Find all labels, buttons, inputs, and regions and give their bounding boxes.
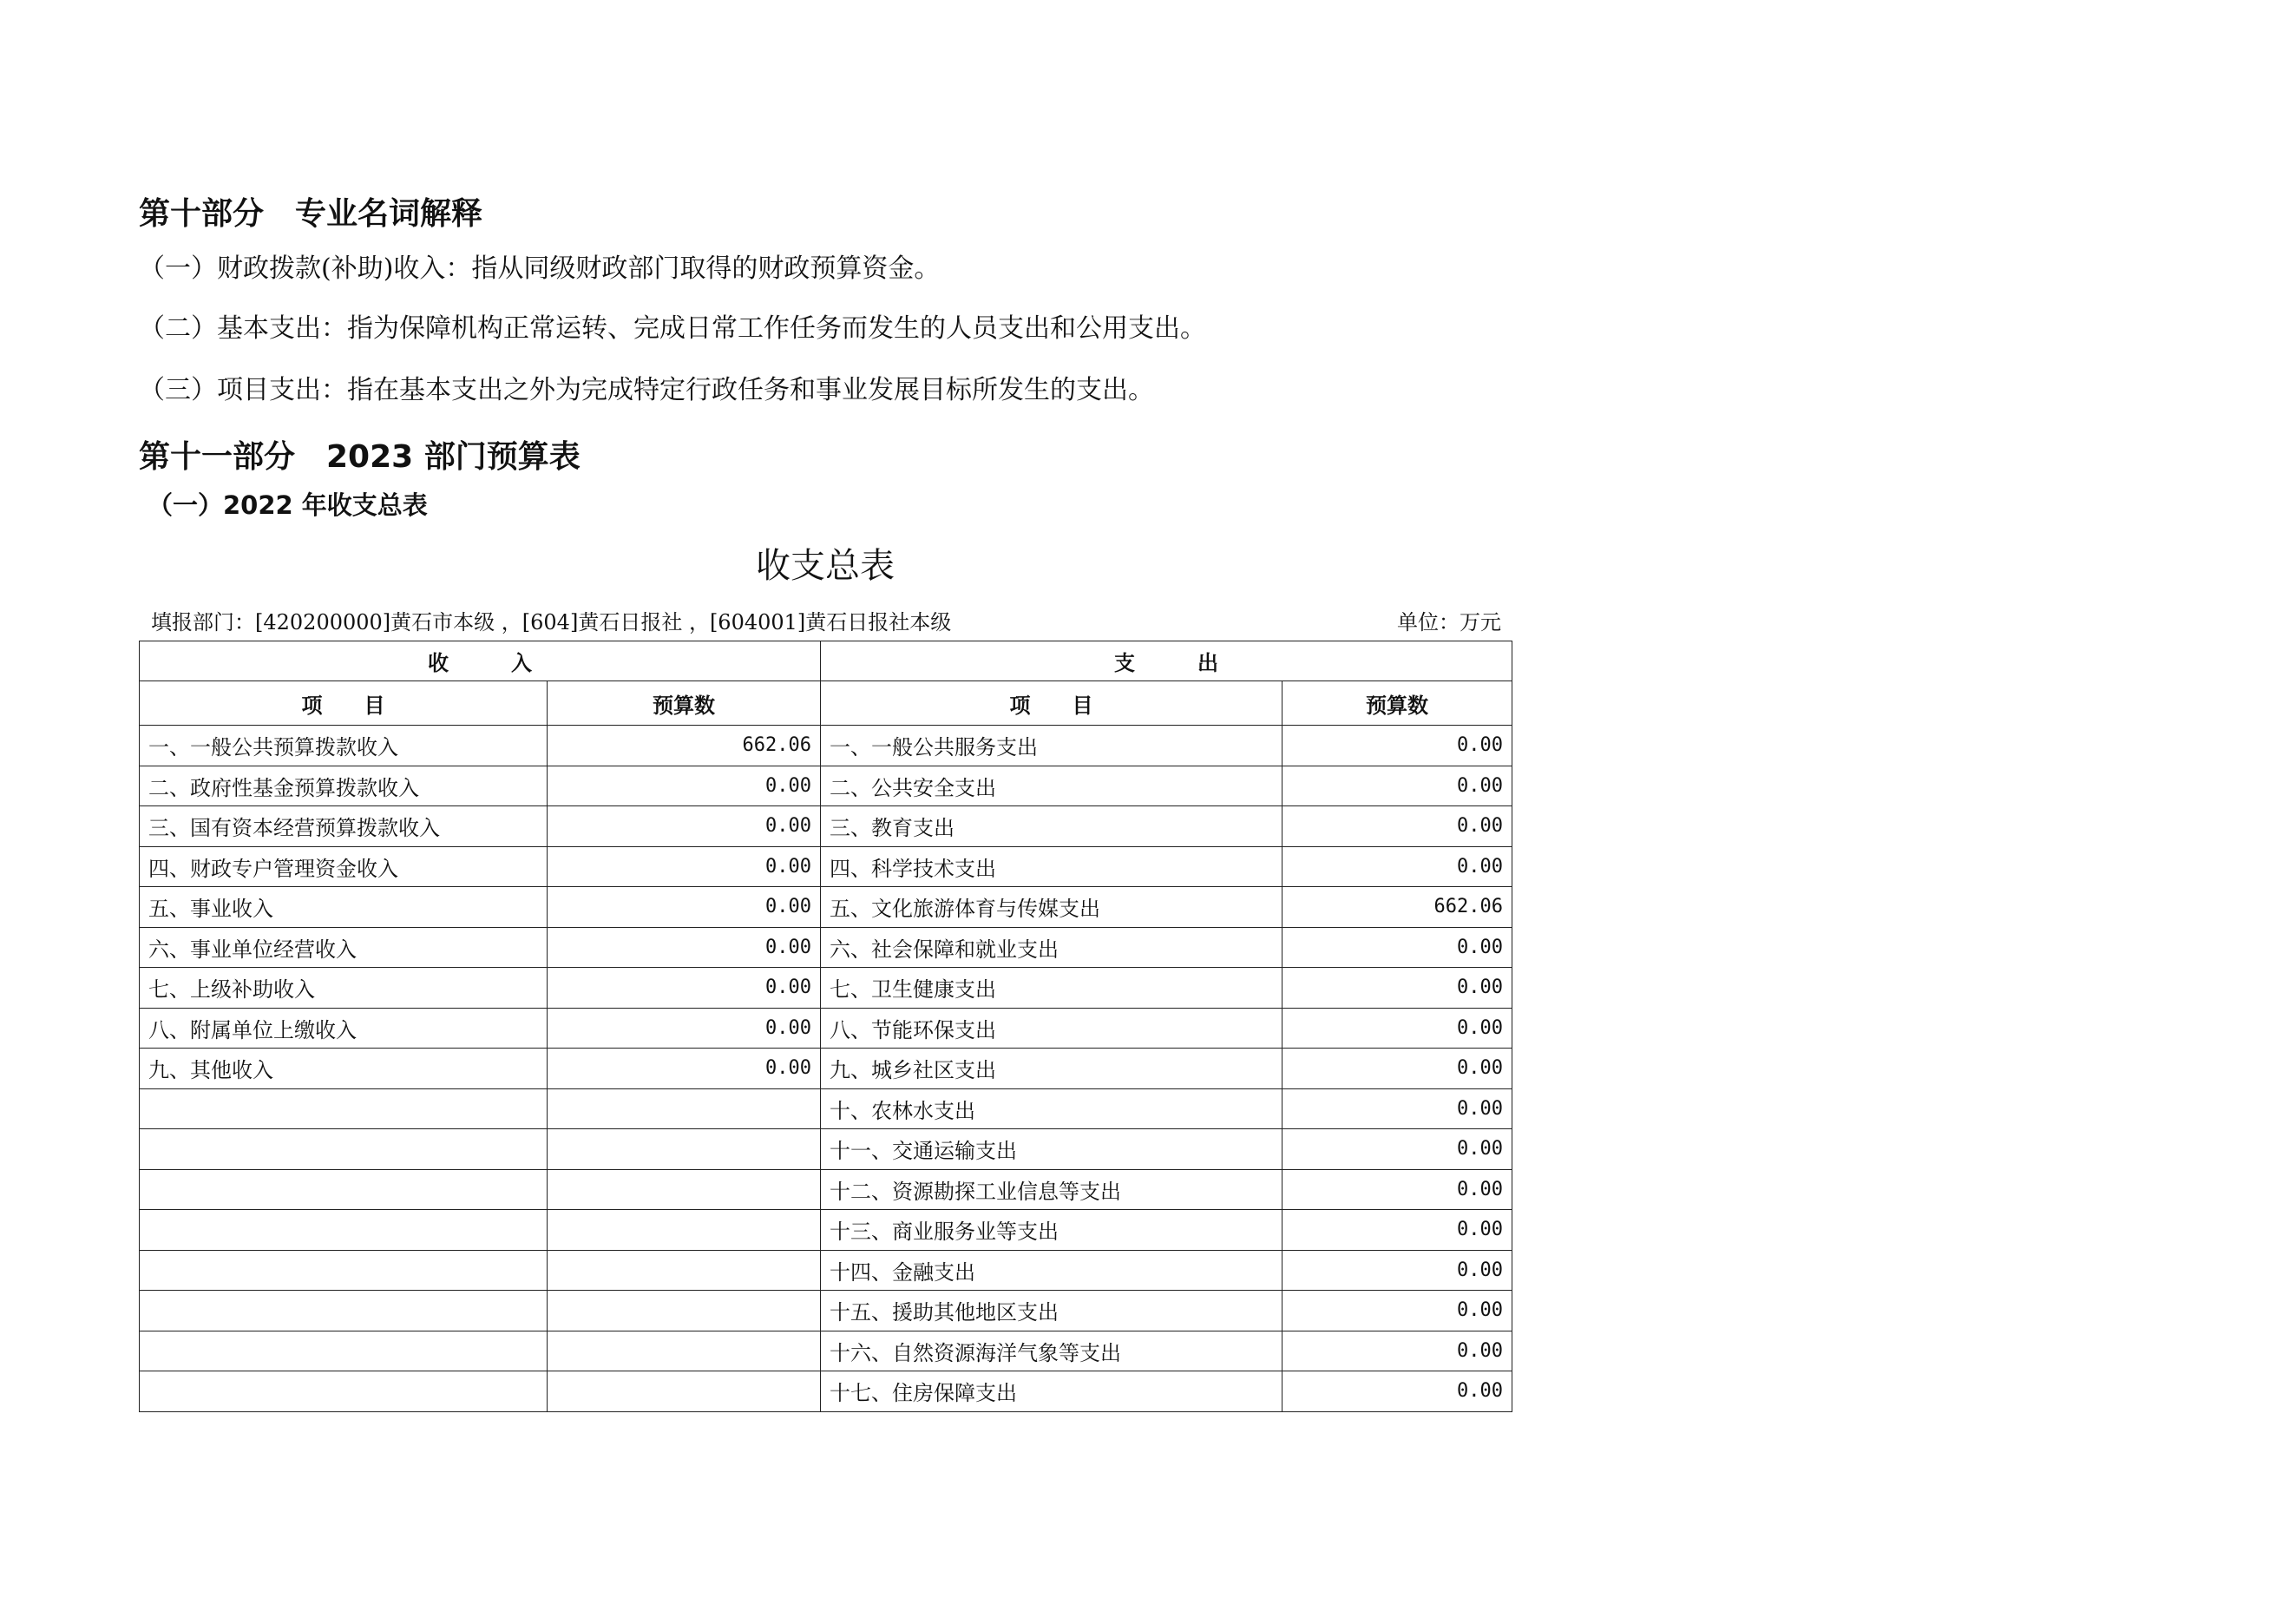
expense-item-cell: 九、城乡社区支出 — [821, 1049, 1282, 1089]
income-item-cell: 四、财政专户管理资金收入 — [140, 846, 548, 887]
expense-amount-col-header: 预算数 — [1282, 681, 1512, 726]
income-header: 收 入 — [140, 641, 821, 681]
table-row — [140, 968, 1512, 1009]
income-amount-cell: 662.06 — [548, 726, 821, 766]
expense-amount-cell: 662.06 — [1282, 887, 1512, 928]
expense-amount-cell: 0.00 — [1282, 766, 1512, 806]
table-row — [140, 1331, 1512, 1371]
expense-amount-cell: 0.00 — [1282, 1008, 1512, 1049]
expense-item-col-header: 项 目 — [821, 681, 1282, 726]
expense-item-cell: 十二、资源勘探工业信息等支出 — [821, 1169, 1282, 1210]
table-row — [140, 887, 1512, 928]
income-amount-cell — [548, 1371, 821, 1412]
section-11-title: 第十一部分 2023 部门预算表 — [139, 439, 581, 475]
expense-amount-cell: 0.00 — [1282, 726, 1512, 766]
table-row — [140, 766, 1512, 806]
table-row — [140, 927, 1512, 968]
income-amount-cell — [548, 1129, 821, 1170]
expense-item-cell: 十七、住房保障支出 — [821, 1371, 1282, 1412]
section-10-title: 第十部分 专业名词解释 — [139, 196, 483, 232]
expense-item-cell: 一、一般公共服务支出 — [821, 726, 1282, 766]
expense-item-cell: 三、教育支出 — [821, 806, 1282, 847]
expense-item-cell: 四、科学技术支出 — [821, 846, 1282, 887]
expense-item-cell: 七、卫生健康支出 — [821, 968, 1282, 1009]
income-amount-cell — [548, 1169, 821, 1210]
table-row — [140, 1169, 1512, 1210]
expense-amount-cell: 0.00 — [1282, 1331, 1512, 1371]
expense-amount-cell: 0.00 — [1282, 1129, 1512, 1170]
income-amount-cell: 0.00 — [548, 766, 821, 806]
table-row — [140, 1210, 1512, 1251]
income-amount-col-header: 预算数 — [548, 681, 821, 726]
income-item-cell — [140, 1129, 548, 1170]
table-title: 收支总表 — [756, 546, 895, 586]
income-item-cell: 一、一般公共预算拨款收入 — [140, 726, 548, 766]
table-row — [140, 1049, 1512, 1089]
income-amount-cell: 0.00 — [548, 927, 821, 968]
expense-item-cell: 二、公共安全支出 — [821, 766, 1282, 806]
income-item-cell — [140, 1088, 548, 1129]
income-item-cell: 九、其他收入 — [140, 1049, 548, 1089]
income-item-cell: 六、事业单位经营收入 — [140, 927, 548, 968]
income-item-cell: 七、上级补助收入 — [140, 968, 548, 1009]
table-body — [140, 726, 1512, 1412]
table-row — [140, 1291, 1512, 1331]
term-item-1: （一）财政拨款(补助)收入：指从同级财政部门取得的财政预算资金。 — [139, 253, 941, 284]
income-amount-cell — [548, 1088, 821, 1129]
expense-amount-cell: 0.00 — [1282, 846, 1512, 887]
income-amount-cell: 0.00 — [548, 887, 821, 928]
income-amount-cell: 0.00 — [548, 846, 821, 887]
section-11-subtitle: （一）2022 年收支总表 — [148, 490, 428, 520]
expense-item-cell: 十四、金融支出 — [821, 1250, 1282, 1291]
income-item-cell — [140, 1250, 548, 1291]
income-item-cell: 二、政府性基金预算拨款收入 — [140, 766, 548, 806]
income-item-cell — [140, 1210, 548, 1251]
expense-item-cell: 十三、商业服务业等支出 — [821, 1210, 1282, 1251]
expense-amount-cell: 0.00 — [1282, 1371, 1512, 1412]
table-row — [140, 1088, 1512, 1129]
expense-amount-cell: 0.00 — [1282, 968, 1512, 1009]
expense-item-cell: 十一、交通运输支出 — [821, 1129, 1282, 1170]
expense-amount-cell: 0.00 — [1282, 1291, 1512, 1331]
expense-amount-cell: 0.00 — [1282, 1210, 1512, 1251]
term-item-2: （二）基本支出：指为保障机构正常运转、完成日常工作任务而发生的人员支出和公用支出。 — [139, 313, 1206, 344]
income-item-cell — [140, 1371, 548, 1412]
income-item-cell: 五、事业收入 — [140, 887, 548, 928]
income-amount-cell: 0.00 — [548, 1049, 821, 1089]
table-row — [140, 1129, 1512, 1170]
expense-item-cell: 十六、自然资源海洋气象等支出 — [821, 1331, 1282, 1371]
table-row — [140, 1250, 1512, 1291]
budget-summary-table — [139, 641, 1512, 1412]
table-row — [140, 806, 1512, 847]
expense-amount-cell: 0.00 — [1282, 1250, 1512, 1291]
expense-item-cell: 八、节能环保支出 — [821, 1008, 1282, 1049]
term-item-3: （三）项目支出：指在基本支出之外为完成特定行政任务和事业发展目标所发生的支出。 — [139, 375, 1154, 405]
table-row — [140, 1008, 1512, 1049]
income-amount-cell — [548, 1331, 821, 1371]
expense-item-cell: 十、农林水支出 — [821, 1088, 1282, 1129]
fill-department: 填报部门：[420200000]黄石市本级 ，[604]黄石日报社 ，[604001]黄石日报社本级 — [151, 610, 952, 634]
income-item-cell — [140, 1331, 548, 1371]
expense-amount-cell: 0.00 — [1282, 1088, 1512, 1129]
table-row — [140, 1371, 1512, 1412]
table-row — [140, 846, 1512, 887]
expense-item-cell: 六、社会保障和就业支出 — [821, 927, 1282, 968]
income-amount-cell — [548, 1210, 821, 1251]
income-item-cell — [140, 1291, 548, 1331]
expense-amount-cell: 0.00 — [1282, 1049, 1512, 1089]
expense-amount-cell: 0.00 — [1282, 927, 1512, 968]
table-row — [140, 726, 1512, 766]
expense-item-cell: 五、文化旅游体育与传媒支出 — [821, 887, 1282, 928]
expense-header: 支 出 — [821, 641, 1512, 681]
expense-amount-cell: 0.00 — [1282, 806, 1512, 847]
income-item-cell — [140, 1169, 548, 1210]
income-amount-cell — [548, 1291, 821, 1331]
income-amount-cell: 0.00 — [548, 968, 821, 1009]
income-item-cell: 三、国有资本经营预算拨款收入 — [140, 806, 548, 847]
income-amount-cell: 0.00 — [548, 806, 821, 847]
income-amount-cell: 0.00 — [548, 1008, 821, 1049]
income-amount-cell — [548, 1250, 821, 1291]
expense-item-cell: 十五、援助其他地区支出 — [821, 1291, 1282, 1331]
income-item-col-header: 项 目 — [140, 681, 548, 726]
expense-amount-cell: 0.00 — [1282, 1169, 1512, 1210]
income-item-cell: 八、附属单位上缴收入 — [140, 1008, 548, 1049]
unit-label: 单位：万元 — [1397, 610, 1501, 634]
